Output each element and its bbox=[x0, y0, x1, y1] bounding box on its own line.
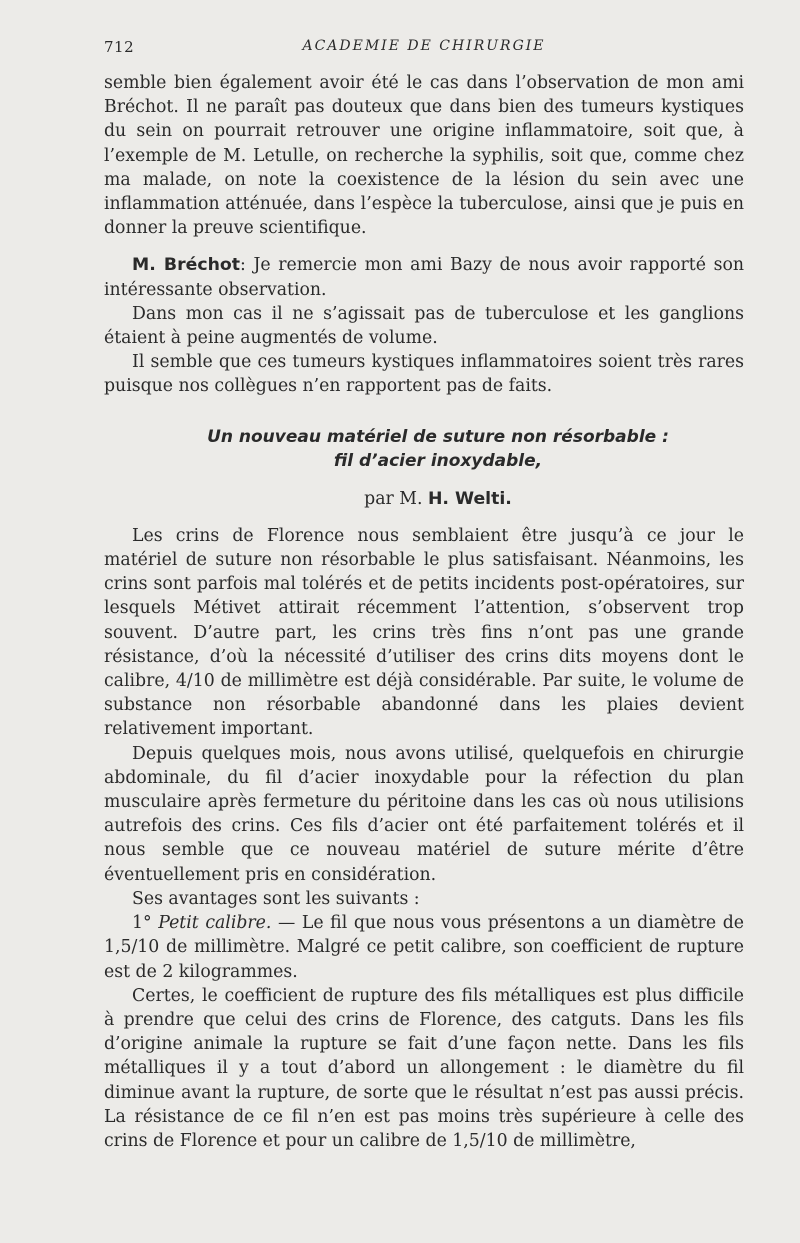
item-number: 1° bbox=[132, 913, 152, 934]
item-label: Petit calibre. bbox=[158, 913, 272, 934]
article-title-line-2: fil d’acier inoxydable, bbox=[333, 450, 543, 471]
paragraph-body-1: Les crins de Florence nous semblaient être jusqu’à ce jour le matériel de suture non résorbable le plus satisfaisant. Néanmoins, les crins sont parfois mal tolérés et de petits incidents post-opératoires, sur lesquels Métivet attirait récemment l’attention, s’observent trop souvent. D’autre part, les crins très fins n’ont pas une grande résistance, d’où la nécessité d’utiliser des crins dits moyens dont le calibre, 4/10 de millimètre est déjà considérable. Par suite, le volume de substance non résorbable abandonné dans les plaies devient relativement important. bbox=[104, 525, 744, 740]
page-header bbox=[104, 38, 744, 60]
article-byline bbox=[104, 487, 744, 511]
paragraph-body-5: Certes, le coefficient de rupture des fils métalliques est plus difficile à prendre que celui des crins de Florence, des catguts. Dans les fils d’origine animale la rupture se fait d’une façon nette. Dans les fils métalliques il y a tout d’abord un allongement : le diamètre du fil diminue avant la rupture, de sorte que le résultat n’est pas aussi précis. La résistance de ce fil n’en est pas moins très supérieure à celle des crins de Florence et pour un calibre de 1,5/10 de millimètre, bbox=[104, 985, 744, 1151]
item-text: — Le fil que nous vous présentons a un diamètre de 1,5/10 de millimètre. Malgré ce petit calibre, son coefficient de rupture est de 2 kilogrammes. bbox=[104, 913, 744, 982]
paragraph-brechot-3: Il semble que ces tumeurs kystiques inflammatoires soient très rares puisque nos collègues n’en rapportent pas de faits. bbox=[104, 352, 744, 397]
paragraph-continuation: semble bien également avoir été le cas dans l’observation de mon ami Bréchot. Il ne paraît pas douteux que dans bien des tumeurs kystiques du sein on pourrait retrouver une origine inflammatoire, soit que, à l’exemple de M. Letulle, on recherche la syphilis, soit que, comme chez ma malade, on note la coexistence de la lésion du sein avec une inflammation atténuée, dans l’espèce la tuberculose, ainsi que je puis en donner la preuve scientifique. bbox=[104, 73, 744, 239]
page-number: 712 bbox=[104, 38, 135, 56]
speaker-name: M. Bréchot bbox=[132, 255, 240, 276]
paragraph-body-2: Depuis quelques mois, nous avons utilisé, quelquefois en chirurgie abdominale, du fil d’acier inoxydable pour la réfection du plan musculaire après fermeture du péritoine dans les cas où nous utilisions autrefois des crins. Ces fils d’acier ont été parfaitement tolérés et il nous semble que ce nouveau matériel de suture mérite d’être éventuellement pris en considération. bbox=[104, 743, 744, 885]
byline-prefix: par M. bbox=[364, 488, 423, 509]
paragraph-brechot-2: Dans mon cas il ne s’agissait pas de tuberculose et les ganglions étaient à peine augmentés de volume. bbox=[104, 303, 744, 349]
article-title-line-1: Un nouveau matériel de suture non résorbable : bbox=[207, 426, 669, 447]
running-head: ACADEMIE DE CHIRURGIE bbox=[302, 38, 546, 54]
article-author: H. Welti. bbox=[427, 488, 512, 509]
paragraph-body-4 bbox=[104, 911, 744, 984]
paragraph-brechot-intro bbox=[104, 253, 744, 301]
speaker-remark: : Je remercie mon ami Bazy de nous avoir rapporté son intéressante observation. bbox=[104, 255, 744, 300]
paragraph-body-3: Ses avantages sont les suivants : bbox=[132, 888, 420, 909]
body-text bbox=[104, 71, 744, 1153]
